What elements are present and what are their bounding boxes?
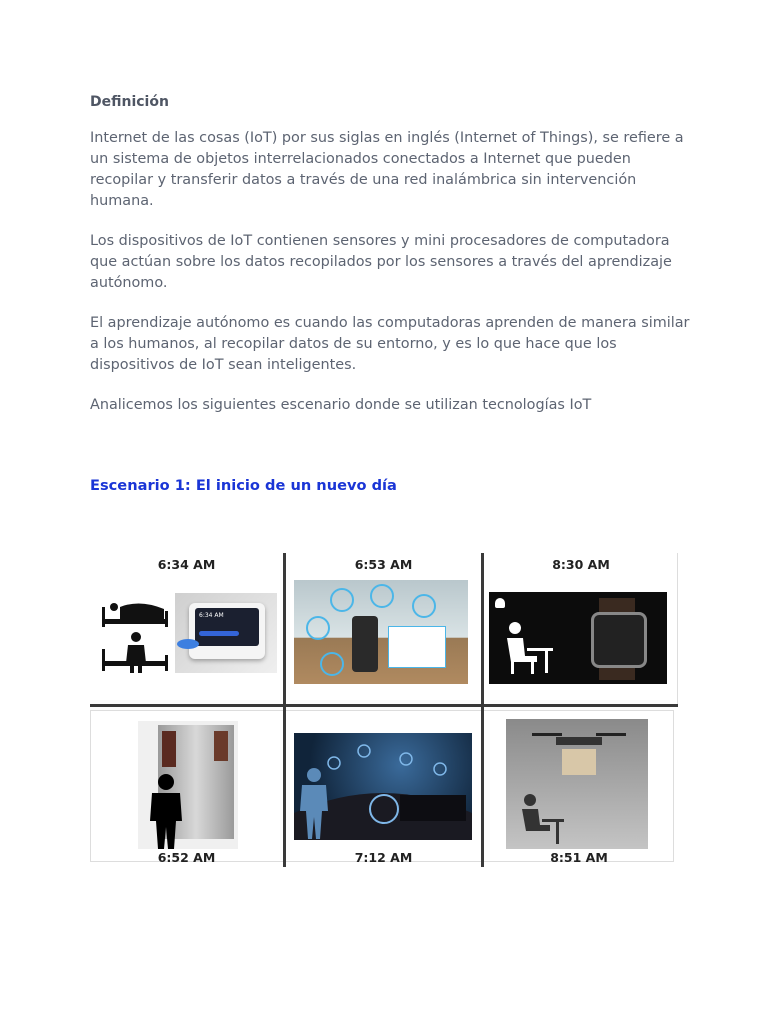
scenario-title: Escenario 1: El inicio de un nuevo día xyxy=(90,477,397,494)
person-at-desk-icon xyxy=(499,620,555,676)
panel-2-time: 6:53 AM xyxy=(354,557,413,572)
smart-clock-screen xyxy=(195,608,259,646)
definition-heading: Definición xyxy=(90,94,169,110)
panel-1 xyxy=(90,553,283,704)
panel-2 xyxy=(286,553,481,704)
sleeping-person-bed-icon xyxy=(100,597,174,677)
paragraph-scenarios-intro: Analicemos los siguientes escenario donde se utilizan tecnologías IoT xyxy=(90,397,592,413)
watch-face xyxy=(591,612,647,668)
delivery-drone-photo xyxy=(506,719,648,849)
panel-1-time: 6:34 AM xyxy=(157,557,216,572)
hand-tap xyxy=(177,639,199,649)
sensor-bubble-2 xyxy=(370,584,394,608)
lock-bubble xyxy=(306,616,330,640)
panel-5-time: 7:12 AM xyxy=(354,850,413,865)
bell-icon xyxy=(495,598,505,608)
panel-3 xyxy=(484,553,678,704)
person-standing-icon xyxy=(146,773,186,849)
document-body xyxy=(90,94,690,435)
fridge-screen-left xyxy=(162,731,176,767)
panel-6 xyxy=(484,707,674,867)
smart-speaker-photo xyxy=(294,580,468,684)
smartwatch-photo xyxy=(489,592,667,684)
panel-5 xyxy=(286,707,481,867)
person-at-desk-icon-2 xyxy=(516,793,566,845)
paragraph-iot-definition: Internet de las cosas (IoT) por sus siglas en inglés (Internet of Things), se refiere a un sistema de objetos interrelacionados conectados a Internet que pueden recopilar y transferir datos a través de una red inalámbrica sin intervención humana. xyxy=(90,130,684,209)
smart-clock-time: 6:34 AM xyxy=(199,612,224,619)
smart-fridge-photo xyxy=(138,721,238,849)
sensor-bubble-1 xyxy=(330,588,354,612)
fridge-screen-right xyxy=(214,731,228,761)
paragraph-machine-learning: El aprendizaje autónomo es cuando las computadoras aprenden de manera similar a los humanos, al recopilar datos de su entorno, y es lo que hace que los dispositivos de IoT sean inteligentes. xyxy=(90,315,690,373)
speaker-message-card xyxy=(388,626,446,668)
thermometer-bubble xyxy=(320,652,344,676)
panel-6-time: 8:51 AM xyxy=(550,850,608,865)
driver-figure-icon xyxy=(296,767,336,839)
smart-speaker-device xyxy=(352,616,378,672)
panel-3-time: 8:30 AM xyxy=(552,557,610,572)
smart-clock-device xyxy=(189,603,265,659)
alarm-bar xyxy=(199,631,239,636)
panel-4 xyxy=(90,707,283,867)
smart-clock-photo xyxy=(175,593,277,673)
drone-with-package-icon xyxy=(526,725,632,781)
scenario-panel-grid xyxy=(90,553,678,867)
panel-4-time: 6:52 AM xyxy=(157,850,216,865)
paragraph-iot-devices: Los dispositivos de IoT contienen sensores y mini procesadores de computadora que actúan sobre los datos recopilados por los sensores a través del aprendizaje autónomo. xyxy=(90,233,672,291)
sensor-bubble-3 xyxy=(412,594,436,618)
connected-car-photo xyxy=(294,733,472,840)
